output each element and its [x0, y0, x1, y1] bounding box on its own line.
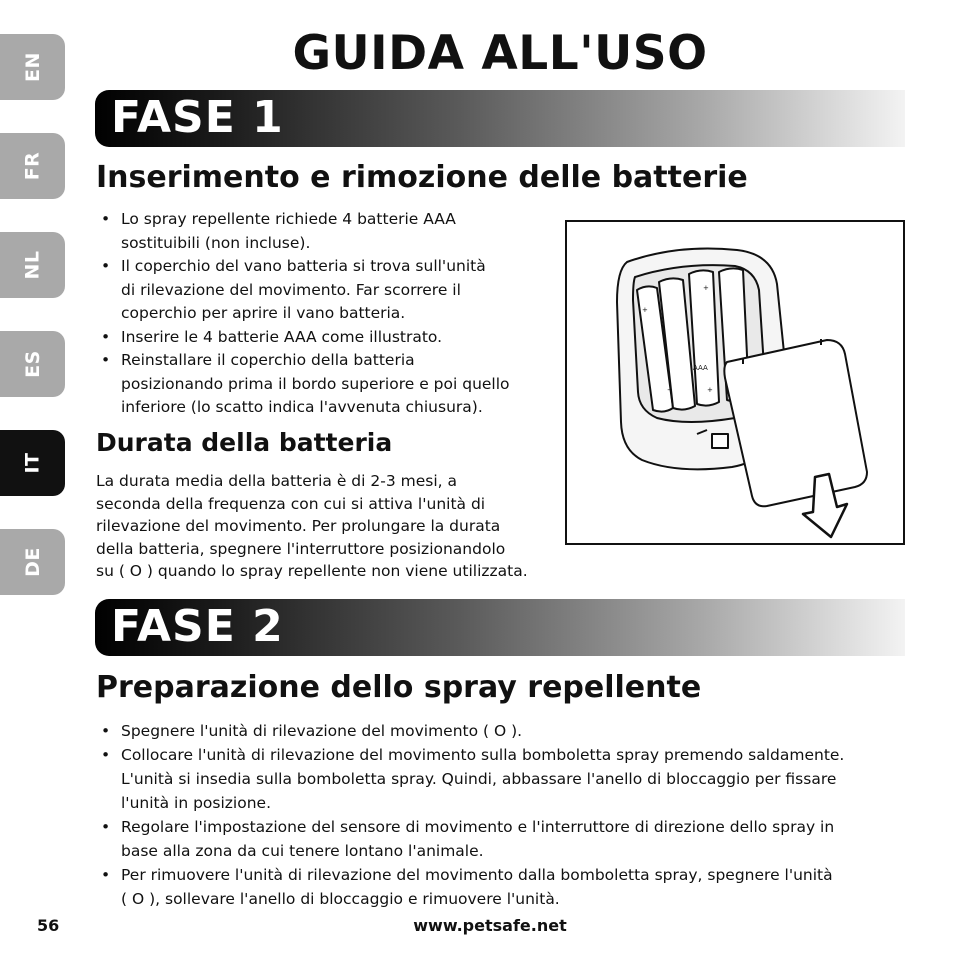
- step2-heading: Preparazione dello spray repellente: [96, 670, 702, 705]
- lang-tab-label: EN: [21, 52, 44, 82]
- svg-text:+: +: [707, 386, 713, 394]
- list-item: • Reinstallare il coperchio della batteria posizionando prima il bordo superiore e poi quello inferiore (lo scatto indica l'avvenuta chiusura).: [97, 349, 557, 420]
- list-item: • Spegnere l'unità di rilevazione del movimento ( O ).: [97, 719, 907, 743]
- list-item: • Lo spray repellente richiede 4 batterie AAA sostituibili (non incluse).: [97, 208, 557, 255]
- battery-life-text: La durata media della batteria è di 2-3 mesi, a seconda della frequenza con cui si attiva l'unità di rilevazione del movimento. Per prolungare la durata della batteria, spegnere l'interruttore posizionandolo su ( O ) quando lo spray repellente non viene utilizzata.: [96, 472, 528, 580]
- lang-tab-label: DE: [21, 547, 44, 577]
- step2-label: FASE 2: [111, 601, 284, 652]
- lang-tab-label: FR: [21, 151, 44, 181]
- lang-tab-fr[interactable]: [0, 133, 65, 199]
- lang-tab-it[interactable]: [0, 430, 65, 496]
- list-item: • Il coperchio del vano batteria si trova sull'unità di rilevazione del movimento. Far scorrere il coperchio per aprire il vano batteria.: [97, 255, 557, 326]
- battery-life-heading: Durata della batteria: [96, 428, 393, 457]
- battery-illustration: [565, 220, 905, 545]
- lang-tab-label: NL: [21, 250, 44, 280]
- svg-text:+: +: [642, 306, 648, 314]
- step1-banner: [95, 90, 905, 147]
- lang-tab-es[interactable]: [0, 331, 65, 397]
- website-link[interactable]: www.petsafe.net: [413, 916, 567, 935]
- step1-label: FASE 1: [111, 92, 284, 143]
- page-title: GUIDA ALL'USO: [292, 26, 708, 81]
- lang-tab-de[interactable]: [0, 529, 65, 595]
- list-item: • Collocare l'unità di rilevazione del movimento sulla bomboletta spray premendo saldamente. L'unità si insedia sulla bomboletta spray. Quindi, abbassare l'anello di bloccaggio per fissare l'unità in posizione.: [97, 743, 907, 815]
- list-item: • Regolare l'impostazione del sensore di movimento e l'interruttore di direzione dello spray in base alla zona da cui tenere lontano l'animale.: [97, 815, 907, 863]
- step2-bullet-list: [97, 719, 907, 911]
- svg-text:+: +: [703, 284, 709, 292]
- lang-tab-nl[interactable]: [0, 232, 65, 298]
- step1-heading: Inserimento e rimozione delle batterie: [96, 160, 748, 195]
- list-item: • Inserire le 4 batterie AAA come illustrato.: [97, 326, 557, 350]
- svg-text:−: −: [667, 386, 673, 394]
- step2-banner: [95, 599, 905, 656]
- battery-label: AAA: [693, 364, 708, 372]
- list-item: • Per rimuovere l'unità di rilevazione del movimento dalla bomboletta spray, spegnere l'unità ( O ), sollevare l'anello di bloccaggio e rimuovere l'unità.: [97, 863, 907, 911]
- battery-compartment-drawing: [567, 222, 903, 543]
- step1-bullet-list: [97, 208, 557, 420]
- lang-tab-label: IT: [21, 452, 44, 474]
- page-number: 56: [37, 916, 60, 935]
- lang-tab-label: ES: [21, 350, 44, 378]
